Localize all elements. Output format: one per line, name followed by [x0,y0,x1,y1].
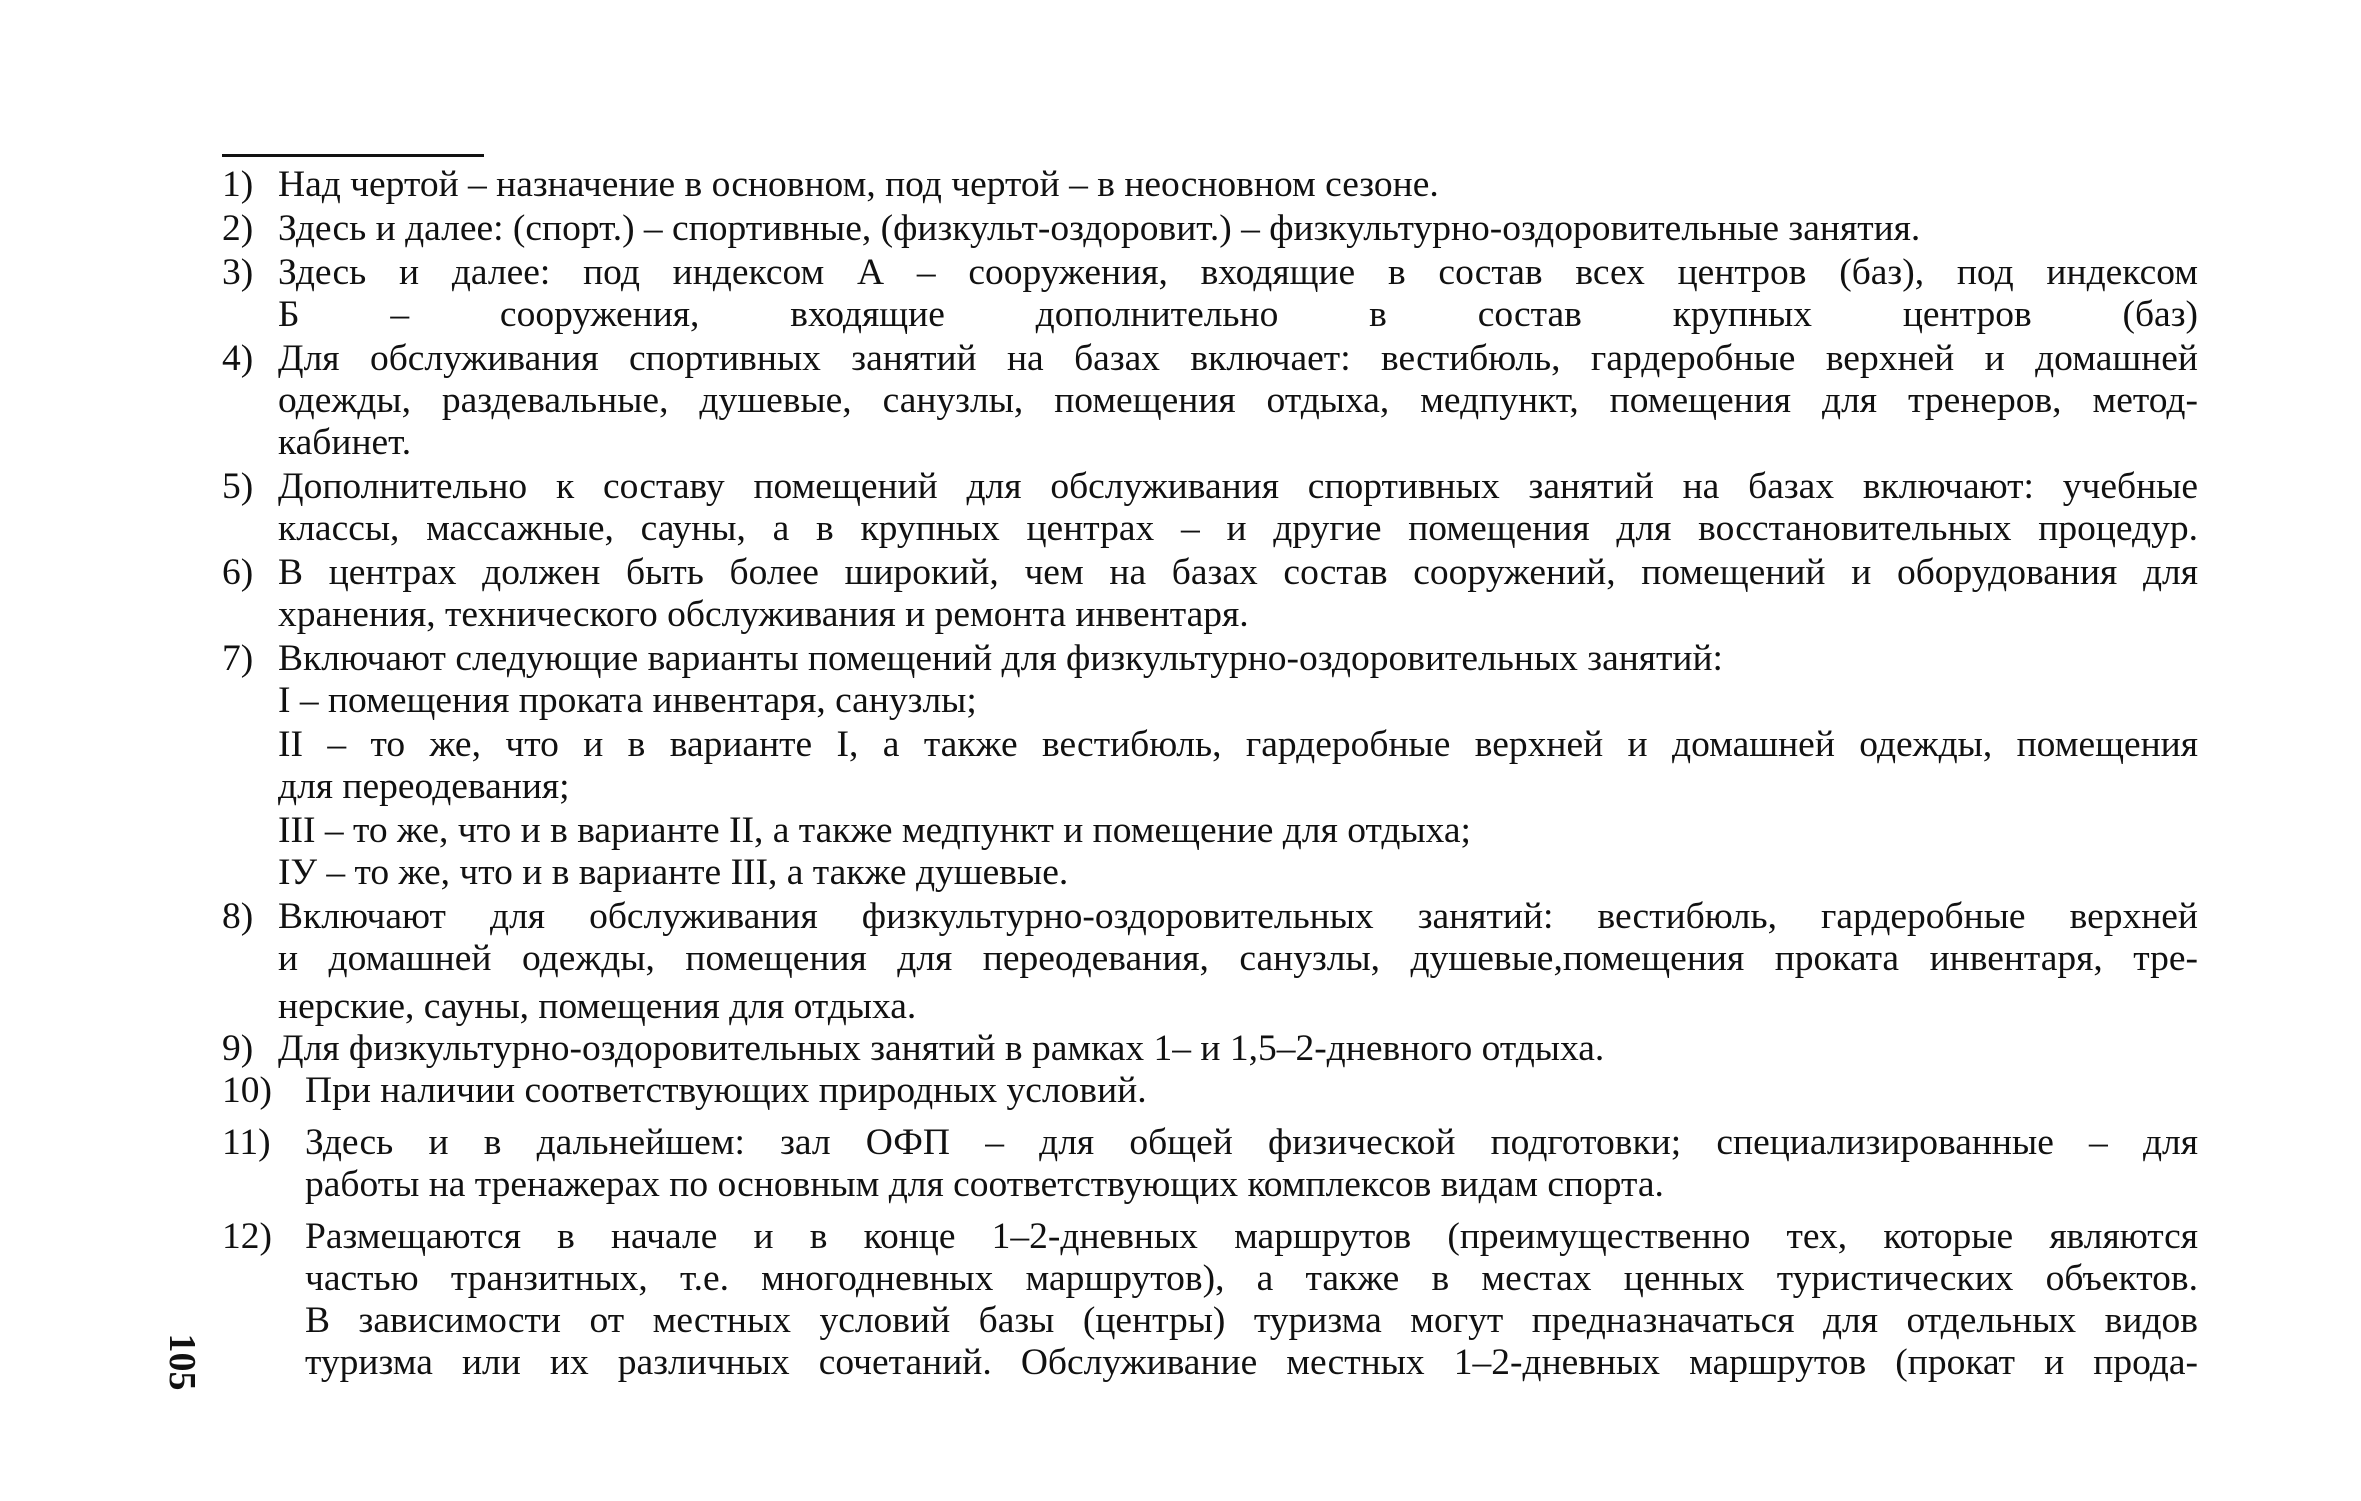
footnote-line: и домашней одежды, помещения для переодевания, санузлы, душевые,помещения проката инвентаря, тре- [278,938,2198,979]
footnotes-list [222,164,2198,1384]
footnote-11 [222,1122,2198,1206]
footnote-line: работы на тренажерах по основным для соответствующих комплексов видам спорта. [305,1164,1664,1205]
footnote-text [278,638,2198,680]
variant-line: I – помещения проката инвентаря, санузлы; [278,680,977,721]
footnote-number: 6) [222,552,254,593]
footnote-line: Здесь и далее: под индексом А – сооружения, входящие в состав всех центров (баз), под индексом [278,252,2198,293]
footnote-5 [222,466,2198,550]
footnote-line: При наличии соответствующих природных условий. [305,1070,1147,1111]
footnote-12 [222,1216,2198,1384]
footnote-line: Над чертой – назначение в основном, под чертой – в неосновном сезоне. [278,164,1439,205]
footnote-line: кабинет. [278,422,412,463]
footnote-7-variant-2 [222,724,2198,808]
footnote-number: 11) [222,1122,271,1163]
footnote-number: 1) [222,164,254,205]
footnote-text [278,252,2198,336]
footnote-text [278,338,2198,464]
footnote-line: классы, массажные, сауны, а в крупных центрах – и другие помещения для восстановительных процедур. [278,508,2198,549]
footnote-line: Дополнительно к составу помещений для обслуживания спортивных занятий на базах включают: учебные [278,466,2198,507]
footnote-line: Б – сооружения, входящие дополнительно в состав крупных центров (баз) [278,294,2198,335]
footnote-number: 2) [222,208,254,249]
footnote-separator-rule [222,154,484,157]
footnote-4 [222,338,2198,464]
footnote-line: В центрах должен быть более широкий, чем на базах состав сооружений, помещений и оборудования для [278,552,2198,593]
footnote-line: хранения, технического обслуживания и ремонта инвентаря. [278,594,1249,635]
footnote-7 [222,638,2198,680]
footnote-line: нерские, сауны, помещения для отдыха. [278,986,917,1027]
footnote-line: В зависимости от местных условий базы (центры) туризма могут предназначаться для отдельных видов [305,1300,2198,1341]
footnote-9 [222,1028,2198,1070]
footnote-line: Включают следующие варианты помещений для физкультурно-оздоровительных занятий: [278,638,1723,679]
footnote-line: туризма или их различных сочетаний. Обслуживание местных 1–2-дневных маршрутов (прокат и прода- [305,1342,2198,1383]
footnote-text [278,1028,2198,1070]
footnote-line: одежды, раздевальные, душевые, санузлы, помещения отдыха, медпункт, помещения для тренеров, метод- [278,380,2198,421]
footnote-number: 12) [222,1216,272,1257]
footnote-10 [222,1070,2198,1112]
footnote-text [305,1122,2198,1206]
footnote-line: Здесь и далее: (спорт.) – спортивные, (физкульт-оздоровит.) – физкультурно-оздоровительные занятия. [278,208,1921,249]
footnote-number: 5) [222,466,254,507]
footnote-number: 8) [222,896,254,937]
footnote-text [278,466,2198,550]
variant-line: IУ – то же, что и в варианте III, а также душевые. [278,852,1069,893]
footnote-line: Здесь и в дальнейшем: зал ОФП – для общей физической подготовки; специализированные – для [305,1122,2198,1163]
variant-line: III – то же, что и в варианте II, а также медпункт и помещение для отдыха; [278,810,1471,851]
variant-line: II – то же, что и в варианте I, а также вестибюль, гардеробные верхней и домашней одежды, помещения [278,724,2198,765]
footnote-number: 9) [222,1028,254,1069]
footnote-2 [222,208,2198,250]
page-number: 105 [161,1333,203,1391]
footnote-number: 3) [222,252,254,293]
footnote-number: 4) [222,338,254,379]
footnote-text [278,896,2198,1028]
footnote-text [278,208,2198,250]
footnote-6 [222,552,2198,636]
footnote-number: 7) [222,638,254,679]
footnote-1 [222,164,2198,206]
footnote-8 [222,896,2198,1028]
footnote-number: 10) [222,1070,272,1111]
footnote-line: частью транзитных, т.е. многодневных маршрутов), а также в местах ценных туристических объектов. [305,1258,2198,1299]
footnote-text [305,1216,2198,1384]
footnote-line: Для обслуживания спортивных занятий на базах включает: вестибюль, гардеробные верхней и домашней [278,338,2198,379]
footnote-text [278,164,2198,206]
variant-line: для переодевания; [278,766,570,807]
footnote-7-variant-4 [222,852,2198,894]
footnote-text [278,552,2198,636]
footnote-line: Включают для обслуживания физкультурно-оздоровительных занятий: вестибюль, гардеробные верхней [278,896,2198,937]
footnote-3 [222,252,2198,336]
footnote-7-variant-3 [222,810,2198,852]
footnote-7-variant-1 [222,680,2198,722]
footnote-line: Размещаются в начале и в конце 1–2-дневных маршрутов (преимущественно тех, которые являются [305,1216,2198,1257]
footnote-text [305,1070,2198,1112]
footnote-line: Для физкультурно-оздоровительных занятий в рамках 1– и 1,5–2-дневного отдыха. [278,1028,1605,1069]
